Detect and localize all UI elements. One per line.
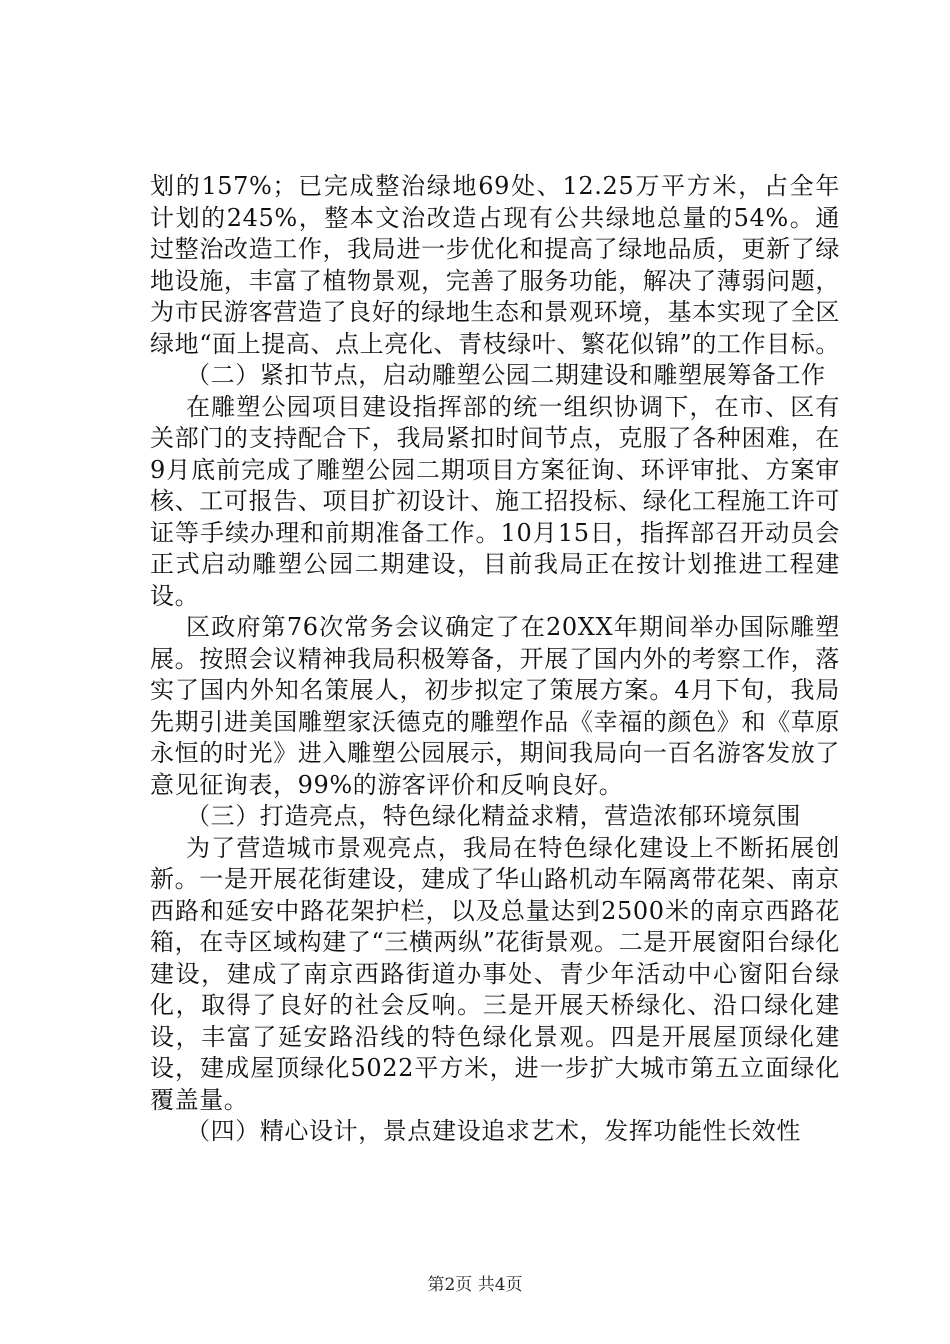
paragraph-special-greening: 为了营造城市景观亮点，我局在特色绿化建设上不断拓展创新。一是开展花街建设，建成了华山路机动车隔离带花架、南京西路和延安中路花架护栏，以及总量达到2500米的南京西路花箱，在寺区域构建了“三横两纵”花街景观。二是开展窗阳台绿化建设，建成了南京西路街道办事处、青少年活动中心窗阳台绿化，取得了良好的社会反响。三是开展天桥绿化、沿口绿化建设，丰富了延安路沿线的特色绿化景观。四是开展屋顶绿化建设，建成屋顶绿化5022平方米，进一步扩大城市第五立面绿化覆盖量。	[150, 833, 840, 1114]
paragraph-greening-results: 划的157%；已完成整治绿地69处、12.25万平方米，占全年计划的245%，整本文治改造占现有公共绿地总量的54%。通过整治改造工作，我局进一步优化和提高了绿地品质，更新了绿地设施，丰富了植物景观，完善了服务功能，解决了薄弱问题，为市民游客营造了良好的绿地生态和景观环境，基本实现了全区绿地“面上提高、点上亮化、青枝绿叶、繁花似锦”的工作目标。	[150, 172, 840, 358]
section-heading-4: （四）精心设计，景点建设追求艺术，发挥功能性长效性	[186, 1117, 801, 1145]
section-heading-2: （二）紧扣节点，启动雕塑公园二期建设和雕塑展筹备工作	[186, 361, 826, 389]
document-body	[150, 171, 840, 1148]
section-heading-3: （三）打造亮点，特色绿化精益求精，营造浓郁环境氛围	[186, 802, 801, 830]
paragraph-sculpture-exhibition: 区政府第76次常务会议确定了在20XX年期间举办国际雕塑展。按照会议精神我局积极筹备，开展了国内外的考察工作，落实了国内外知名策展人，初步拟定了策展方案。4月下旬，我局先期引进美国雕塑家沃德克的雕塑作品《幸福的颜色》和《草原永恒的时光》进入雕塑公园展示，期间我局向一百名游客发放了意见征询表，99%的游客评价和反响良好。	[150, 613, 840, 799]
page-number-footer: 第2页 共4页	[427, 1275, 523, 1295]
paragraph-sculpture-park-phase-2: 在雕塑公园项目建设指挥部的统一组织协调下，在市、区有关部门的支持配合下，我局紧扣时间节点，克服了各种困难，在9月底前完成了雕塑公园二期项目方案征询、环评审批、方案审核、工可报告、项目扩初设计、施工招投标、绿化工程施工许可证等手续办理和前期准备工作。10月15日，指挥部召开动员会正式启动雕塑公园二期建设，目前我局正在按计划推进工程建设。	[150, 392, 840, 610]
